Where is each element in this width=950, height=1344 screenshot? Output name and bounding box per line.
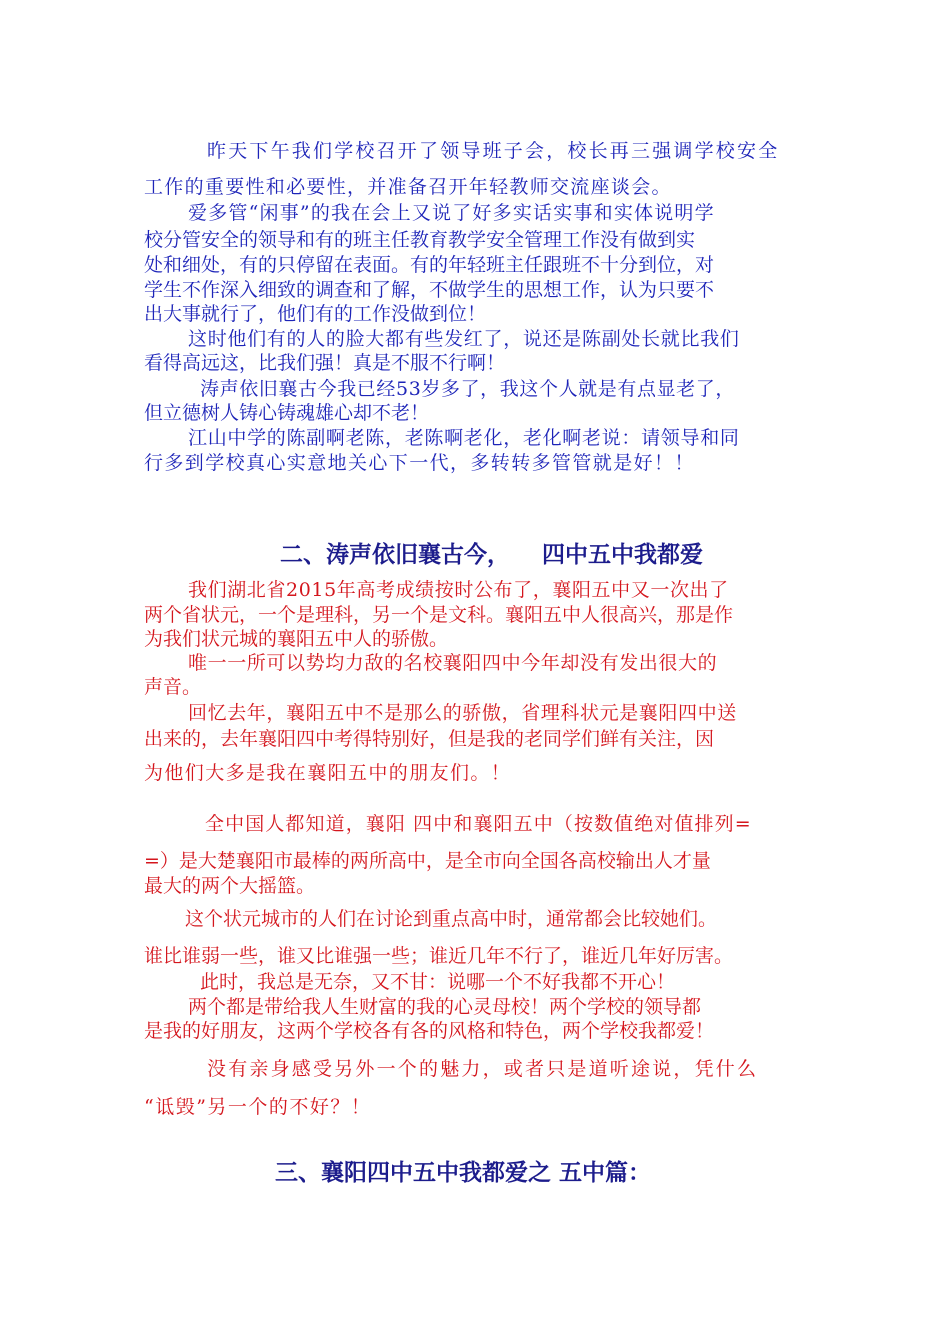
text-line: 工作的重要性和必要性，并准备召开年轻教师交流座谈会。 — [144, 176, 672, 198]
text-line: 声音。 — [144, 676, 202, 698]
text-line: 两个都是带给我人生财富的我的心灵母校！两个学校的领导都 — [188, 996, 702, 1018]
text-line: 校分管安全的领导和有的班主任教育教学安全管理工作没有做到实 — [144, 229, 696, 251]
text-line: 为我们状元城的襄阳五中人的骄傲。 — [144, 628, 449, 650]
text-line: “诋毁”另一个的不好？！ — [144, 1096, 372, 1118]
text-line: 行多到学校真心实意地关心下一代，多转转多管管就是好！！ — [144, 452, 695, 474]
text-line: 这时他们有的人的脸大都有些发红了，说还是陈副处长就比我们 — [188, 328, 740, 350]
text-line: 出大事就行了，他们有的工作没做到位！ — [144, 303, 487, 325]
text-line: 看得高远这，比我们强！真是不服不行啊！ — [144, 352, 506, 374]
text-line: 回忆去年，襄阳五中不是那么的骄傲，省理科状元是襄阳四中送 — [188, 702, 737, 724]
section-3-heading: 三、襄阳四中五中我都爱之 五中篇： — [275, 1160, 652, 1186]
text-line: 为他们大多是我在襄阳五中的朋友们。！ — [144, 762, 512, 784]
text-line: 出来的，去年襄阳四中考得特别好，但是我的老同学们鲜有关注，因 — [144, 728, 715, 750]
text-line: =）是大楚襄阳市最棒的两所高中，是全市向全国各高校输出人才量 — [144, 850, 711, 872]
text-line: 唯一一所可以势均力敌的名校襄阳四中今年却没有发出很大的 — [188, 652, 718, 674]
text-line: 没有亲身感受另外一个的魅力，或者只是道听途说，凭什么 — [207, 1058, 759, 1080]
text-line: 全中国人都知道，襄阳 四中和襄阳五中（按数值绝对值排列= — [205, 813, 752, 835]
text-line: 两个省状元，一个是理科，另一个是文科。襄阳五中人很高兴，那是作 — [144, 604, 734, 626]
text-line: 江山中学的陈副啊老陈，老陈啊老化，老化啊老说：请领导和同 — [188, 427, 740, 449]
section-2-heading: 二、涛声依旧襄古今， 四中五中我都爱 — [280, 542, 704, 568]
text-line: 但立德树人铸心铸魂雄心却不老！ — [144, 402, 430, 424]
text-line: 学生不作深入细致的调查和了解，不做学生的思想工作，认为只要不 — [144, 279, 715, 301]
text-line: 谁比谁弱一些，谁又比谁强一些；谁近几年不行了，谁近几年好厉害。 — [144, 945, 734, 967]
text-line: 此时，我总是无奈，又不甘：说哪一个不好我都不开心！ — [200, 971, 676, 993]
text-line: 爱多管“闲事”的我在会上又说了好多实话实事和实体说明学 — [188, 202, 715, 224]
text-line: 是我的好朋友，这两个学校各有各的风格和特色，两个学校我都爱！ — [144, 1020, 715, 1042]
text-line: 最大的两个大摇篮。 — [144, 875, 316, 897]
text-line: 我们湖北省2015年高考成绩按时公布了，襄阳五中又一次出了 — [188, 579, 729, 601]
text-line: 这个状元城市的人们在讨论到重点高中时，通常都会比较她们。 — [185, 908, 718, 930]
text-line: 处和细处，有的只停留在表面。有的年轻班主任跟班不十分到位，对 — [144, 254, 715, 276]
text-line: 昨天下午我们学校召开了领导班子会，校长再三强调学校安全 — [207, 140, 780, 162]
text-line: 涛声依旧襄古今我已经53岁多了，我这个人就是有点显老了， — [200, 378, 735, 400]
